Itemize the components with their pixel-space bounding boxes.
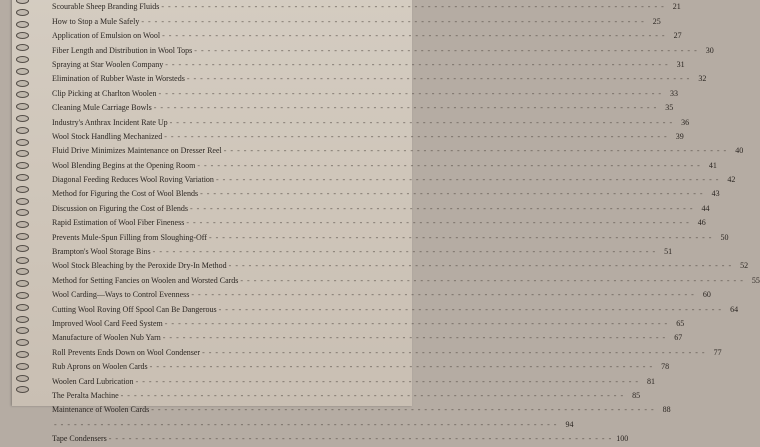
toc-leader-dots [224, 144, 727, 158]
toc-entry [52, 288, 368, 302]
toc-entry-title: Method for Figuring the Cost of Wool Blends [52, 187, 198, 201]
toc-entry-page-number: 55 [746, 274, 760, 288]
toc-entry [52, 403, 368, 417]
toc-entry-page-number: 78 [655, 360, 669, 374]
toc-entry-page-number: 94 [559, 418, 573, 432]
toc-leader-dots [216, 173, 719, 187]
toc-entry [52, 173, 368, 187]
spiral-ring [16, 9, 29, 16]
spiral-ring [16, 209, 29, 216]
toc-entry [52, 116, 368, 130]
toc-entry-page-number: 77 [708, 346, 722, 360]
toc-entry-title: Rapid Estimation of Wool Fiber Fineness [52, 216, 184, 230]
toc-entry-page-number: 46 [692, 216, 706, 230]
toc-entry [52, 15, 368, 29]
toc-entry-page-number: 100 [614, 432, 628, 446]
spiral-ring [16, 280, 29, 287]
toc-entry [52, 375, 368, 389]
toc-leader-dots [109, 432, 612, 446]
toc-entry-title: Discussion on Figuring the Cost of Blends [52, 202, 188, 216]
toc-entry [52, 259, 368, 273]
toc-entry-title: Roll Prevents Ends Down on Wool Condenser [52, 346, 200, 360]
spiral-ring [16, 233, 29, 240]
spiral-ring [16, 198, 29, 205]
toc-leader-dots [194, 44, 697, 58]
toc-entry [52, 101, 368, 115]
toc-entry [52, 245, 368, 259]
toc-entry-page-number: 52 [734, 259, 748, 273]
spiral-ring [16, 115, 29, 122]
toc-entry-title: Fluid Drive Minimizes Maintenance on Dresser Reel [52, 144, 222, 158]
toc-leader-dots [190, 202, 693, 216]
toc-leader-dots [187, 72, 690, 86]
toc-entry-page-number: 81 [641, 375, 655, 389]
toc-entry-title: Scourable Sheep Branding Fluids [52, 0, 159, 14]
toc-entry-title: Wool Stock Bleaching by the Peroxide Dry-In Method [52, 259, 227, 273]
toc-leader-dots [159, 87, 662, 101]
toc-entry-title: Improved Wool Card Feed System [52, 317, 163, 331]
toc-leader-dots [162, 29, 665, 43]
toc-leader-dots [154, 101, 657, 115]
toc-entry [52, 331, 368, 345]
toc-entry [52, 317, 368, 331]
spiral-ring [16, 68, 29, 75]
toc-entry-title: Cutting Wool Roving Off Spool Can Be Dangerous [52, 303, 217, 317]
spiral-ring [16, 150, 29, 157]
toc-entry-page-number: 43 [706, 187, 720, 201]
toc-entry-page-number: 30 [700, 44, 714, 58]
toc-entry-title: Diagonal Feeding Reduces Wool Roving Variation [52, 173, 214, 187]
toc-leader-dots [170, 116, 673, 130]
toc-entry [52, 87, 368, 101]
toc-entry [52, 187, 368, 201]
toc-entry [52, 389, 368, 403]
toc-entry-title: Rub Aprons on Woolen Cards [52, 360, 148, 374]
toc-entry-title: Brampton's Wool Storage Bins [52, 245, 151, 259]
spiral-ring [16, 363, 29, 370]
toc-entry-title: Method for Setting Fancies on Woolen and Worsted Cards [52, 274, 238, 288]
toc-leader-dots [219, 303, 722, 317]
toc-entry-page-number: 67 [668, 331, 682, 345]
spiral-ring [16, 351, 29, 358]
toc-leader-dots [163, 331, 666, 345]
toc-entry [52, 432, 368, 446]
toc-entry [52, 29, 368, 43]
toc-entry [52, 159, 368, 173]
toc-entry-page-number: 39 [670, 130, 684, 144]
spiral-ring [16, 80, 29, 87]
spiral-ring [16, 304, 29, 311]
spiral-ring [16, 127, 29, 134]
toc-entry [52, 231, 368, 245]
toc-leader-dots [164, 130, 667, 144]
table-of-contents [52, 0, 368, 447]
toc-entry-title: Elimination of Rubber Waste in Worsteds [52, 72, 185, 86]
toc-leader-dots [151, 403, 654, 417]
toc-leader-dots [191, 288, 694, 302]
toc-entry-title: Wool Carding—Ways to Control Evenness [52, 288, 189, 302]
toc-entry-page-number: 21 [667, 0, 681, 14]
toc-leader-dots [150, 360, 653, 374]
spiral-ring [16, 257, 29, 264]
spiral-ring [16, 56, 29, 63]
spiral-ring [16, 139, 29, 146]
spiral-ring [16, 174, 29, 181]
toc-leader-dots [197, 159, 700, 173]
toc-entry-title: Woolen Card Lubrication [52, 375, 134, 389]
spiral-ring [16, 221, 29, 228]
toc-leader-dots [209, 231, 712, 245]
spiral-ring [16, 91, 29, 98]
toc-entry-page-number: 44 [695, 202, 709, 216]
spiral-ring [16, 339, 29, 346]
toc-entry-page-number: 64 [724, 303, 738, 317]
toc-entry-title: Maintenance of Woolen Cards [52, 403, 149, 417]
toc-entry-page-number: 36 [675, 116, 689, 130]
toc-entry-page-number: 60 [697, 288, 711, 302]
toc-entry-page-number: 85 [626, 389, 640, 403]
toc-leader-dots [136, 375, 639, 389]
toc-leader-dots [165, 58, 668, 72]
toc-entry-page-number: 31 [671, 58, 685, 72]
toc-entry-title: Spraying at Star Woolen Company [52, 58, 163, 72]
spiral-ring [16, 316, 29, 323]
toc-entry-title: Clip Picking at Charlton Woolen [52, 87, 157, 101]
spiral-ring [16, 186, 29, 193]
toc-leader-dots [165, 317, 668, 331]
toc-entry-title: Tape Condensers [52, 432, 107, 446]
toc-entry-title: The Peralta Machine [52, 389, 119, 403]
toc-entry [52, 418, 368, 432]
spiral-ring [16, 32, 29, 39]
spiral-ring [16, 162, 29, 169]
toc-entry-title: Manufacture of Woolen Nub Yarn [52, 331, 161, 345]
toc-entry [52, 58, 368, 72]
spiral-ring [16, 21, 29, 28]
toc-leader-dots [186, 216, 689, 230]
toc-leader-dots [161, 0, 664, 14]
toc-leader-dots [240, 274, 743, 288]
toc-entry-title: Application of Emulsion on Wool [52, 29, 160, 43]
toc-entry [52, 274, 368, 288]
spiral-ring [16, 327, 29, 334]
toc-entry-title: Prevents Mule-Spun Filling from Sloughing-Off [52, 231, 207, 245]
spiral-ring [16, 268, 29, 275]
toc-entry [52, 0, 368, 14]
spiral-ring [16, 245, 29, 252]
toc-leader-dots [153, 245, 656, 259]
toc-entry [52, 346, 368, 360]
toc-entry [52, 216, 368, 230]
toc-entry-title: Wool Stock Handling Mechanized [52, 130, 162, 144]
photo-frame [0, 0, 400, 400]
toc-entry-page-number: 32 [692, 72, 706, 86]
spiral-ring [16, 292, 29, 299]
toc-entry-page-number: 88 [657, 403, 671, 417]
toc-entry-page-number: 65 [670, 317, 684, 331]
toc-entry [52, 130, 368, 144]
toc-entry-page-number: 40 [729, 144, 743, 158]
toc-entry-title: Cleaning Mule Carriage Bowls [52, 101, 152, 115]
toc-entry-page-number: 50 [714, 231, 728, 245]
spiral-ring [16, 375, 29, 382]
toc-leader-dots [141, 15, 644, 29]
toc-entry-page-number: 42 [721, 173, 735, 187]
toc-entry-page-number: 35 [659, 101, 673, 115]
toc-entry [52, 202, 368, 216]
toc-entry [52, 72, 368, 86]
spiral-binding [16, 0, 30, 394]
toc-entry [52, 144, 368, 158]
toc-leader-dots [54, 418, 557, 432]
spiral-ring [16, 386, 29, 393]
toc-leader-dots [202, 346, 705, 360]
booklet-page [12, 0, 412, 406]
toc-entry-page-number: 41 [703, 159, 717, 173]
toc-entry-page-number: 33 [664, 87, 678, 101]
spiral-ring [16, 0, 29, 4]
spiral-ring [16, 44, 29, 51]
toc-entry-page-number: 25 [647, 15, 661, 29]
toc-entry [52, 44, 368, 58]
toc-entry [52, 360, 368, 374]
toc-entry-page-number: 51 [658, 245, 672, 259]
toc-entry-title: Industry's Anthrax Incident Rate Up [52, 116, 168, 130]
toc-leader-dots [229, 259, 732, 273]
toc-entry-page-number: 27 [668, 29, 682, 43]
toc-entry-title: Wool Blending Begins at the Opening Room [52, 159, 195, 173]
toc-entry-title: Fiber Length and Distribution in Wool Tops [52, 44, 192, 58]
toc-entry-title: How to Stop a Mule Safely [52, 15, 139, 29]
spiral-ring [16, 103, 29, 110]
toc-leader-dots [121, 389, 624, 403]
toc-entry [52, 303, 368, 317]
toc-leader-dots [200, 187, 703, 201]
